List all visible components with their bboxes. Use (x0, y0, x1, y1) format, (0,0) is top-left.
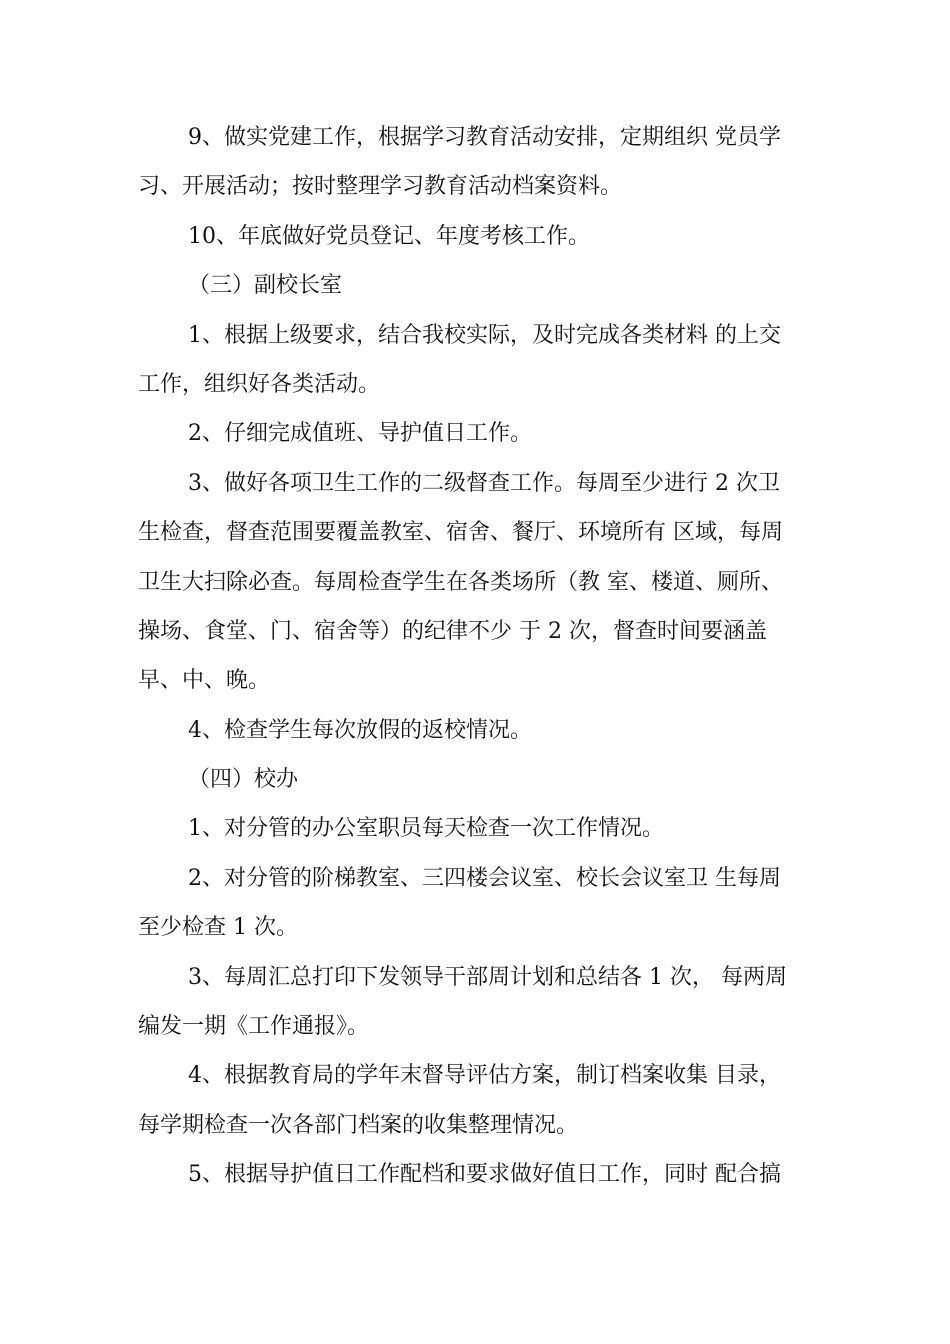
text-line: 4、根据教育局的学年末督导评估方案，制订档案收集 目录， (188, 1063, 781, 1089)
text-line: 编发一期《工作通报》。 (138, 1014, 370, 1040)
text-line: 3、每周汇总打印下发领导干部周计划和总结各 1 次， 每两周 (188, 964, 787, 990)
text-line: 早、中、晚。 (138, 668, 271, 694)
text-line: 习、开展活动；按时整理学习教育活动档案资料。 (138, 174, 623, 200)
text-line: 工作，组织好各类活动。 (138, 371, 381, 397)
text-line: 1、对分管的办公室职员每天检查一次工作情况。 (188, 816, 664, 842)
section-heading-school-office: （四）校办 (188, 767, 299, 793)
text-line: 生检查，督查范围要覆盖教室、宿舍、餐厅、环境所有 区域，每周 (138, 520, 783, 546)
text-line: 4、检查学生每次放假的返校情况。 (188, 717, 532, 743)
section-heading-vice-principal-office: （三）副校长室 (188, 273, 343, 299)
text-line: 2、仔细完成值班、导护值日工作。 (188, 421, 532, 447)
text-line: 3、做好各项卫生工作的二级督查工作。每周至少进行 2 次卫 (188, 470, 780, 496)
text-line: 操场、食堂、门、宿舍等）的纪律不少 于 2 次，督查时间要涵盖 (138, 618, 767, 644)
text-line: 2、对分管的阶梯教室、三四楼会议室、校长会议室卫 生每周 (188, 865, 781, 891)
text-line: 卫生大扫除必查。每周检查学生在各类场所（教 室、楼道、厕所、 (138, 569, 783, 595)
text-line: 9、做实党建工作，根据学习教育活动安排，定期组织 党员学 (188, 125, 781, 150)
text-line: 5、根据导护值日工作配档和要求做好值日工作，同时 配合搞 (188, 1162, 781, 1188)
text-line: 10、年底做好党员登记、年度考核工作。 (188, 223, 590, 249)
text-line: 每学期检查一次各部门档案的收集整理情况。 (138, 1112, 579, 1138)
text-line: 1、根据上级要求，结合我校实际，及时完成各类材料 的上交 (188, 322, 781, 348)
text-line: 至少检查 1 次。 (138, 915, 298, 941)
document-body (138, 113, 830, 1200)
